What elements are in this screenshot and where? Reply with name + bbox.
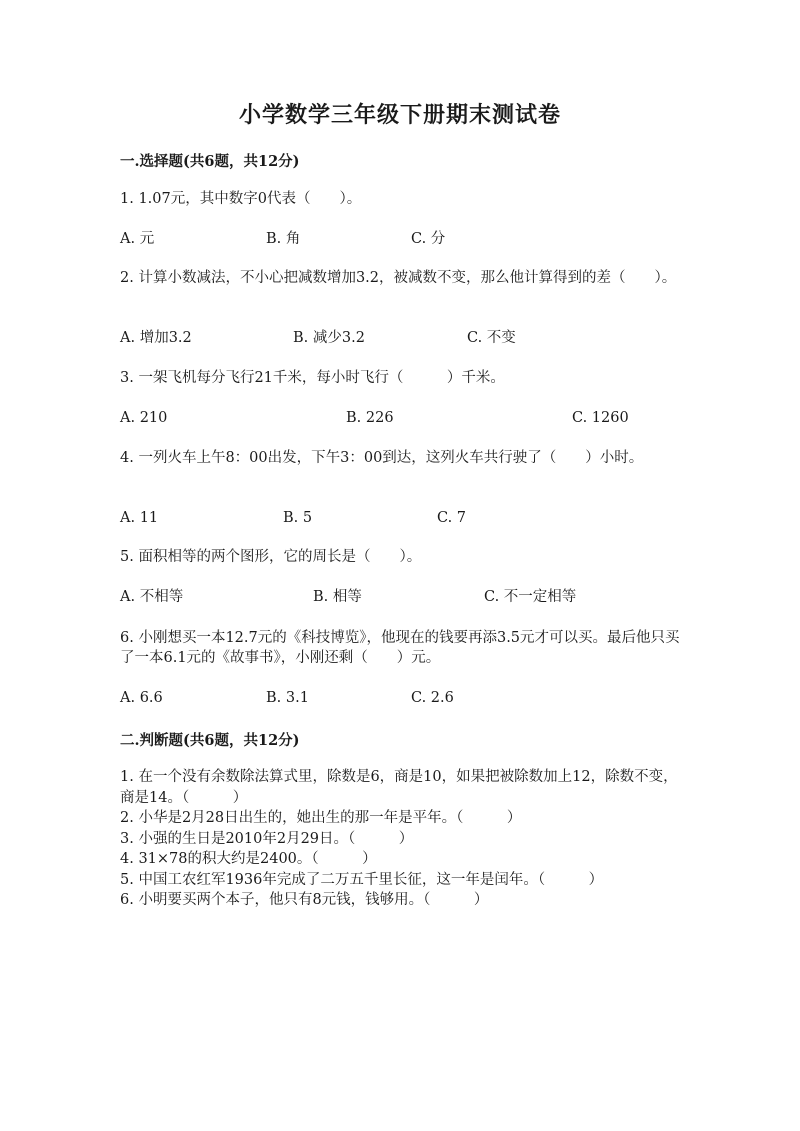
option-5c: C. 不一定相等 [484,589,577,605]
section-heading-judge: 二.判断题(共6题，共12分) [120,732,300,749]
option-1c: C. 分 [411,231,446,247]
judge-item-5: 5. 中国工农红军1936年完成了二万五千里长征，这一年是闰年。（ ） [120,871,604,888]
choice-question-2: 2. 计算小数减法，不小心把减数增加3.2，被减数不变，那么他计算得到的差（ ）。 [120,270,677,286]
option-1b: B. 角 [266,231,301,247]
judge-item-6: 6. 小明要买两个本子，他只有8元钱，钱够用。（ ） [120,892,489,908]
option-3c: C. 1260 [572,410,629,426]
choice-question-4: 4. 一列火车上午8：00出发，下午3：00到达，这列火车共行驶了（ ）小时。 [120,450,644,466]
option-3a: A. 210 [120,410,168,426]
option-1a: A. 元 [120,231,155,247]
option-6c: C. 2.6 [411,690,454,706]
option-6b: B. 3.1 [266,690,309,706]
option-4a: A. 11 [120,510,159,526]
option-2b: B. 减少3.2 [293,330,365,346]
judge-list [120,767,680,911]
choice-question-6: 6. 小刚想买一本12.7元的《科技博览》，他现在的钱要再添3.5元才可以买。最后他只买了一本6.1元的《故事书》，小刚还剩（ ）元。 [120,630,680,666]
option-4b: B. 5 [283,510,313,526]
choice-question-3: 3. 一架飞机每分飞行21千米，每小时飞行（ ）千米。 [120,370,505,386]
option-3b: B. 226 [346,410,394,426]
judge-item-4: 4. 31×78的积大约是2400。（ ） [120,851,377,867]
option-4c: C. 7 [437,510,467,526]
option-5a: A. 不相等 [120,589,184,605]
section-heading-choice: 一.选择题(共6题，共12分) [120,153,300,170]
choice-question-5: 5. 面积相等的两个图形，它的周长是（ ）。 [120,549,422,565]
option-2a: A. 增加3.2 [120,330,192,346]
option-6a: A. 6.6 [120,690,163,706]
option-5b: B. 相等 [313,589,362,605]
judge-item-3: 3. 小强的生日是2010年2月29日。（ ） [120,830,414,847]
choice-question-1: 1. 1.07元，其中数字0代表（ ）。 [120,191,362,207]
option-2c: C. 不变 [467,330,516,346]
page-title: 小学数学三年级下册期末测试卷 [238,102,561,128]
judge-item-1: 1. 在一个没有余数除法算式里，除数是6，商是10，如果把被除数加上12，除数不变，商是14。（ ） [120,769,678,806]
judge-item-2: 2. 小华是2月28日出生的，她出生的那一年是平年。（ ） [120,810,522,826]
